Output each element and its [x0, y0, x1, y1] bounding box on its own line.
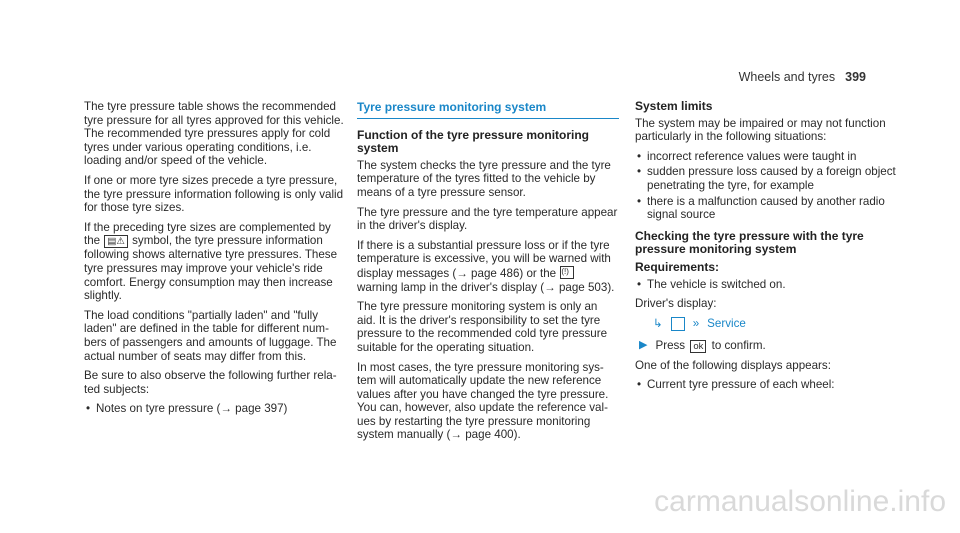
related-list [84, 402, 346, 416]
paragraph: The tyre pressure table shows the recommended tyre pressure for all tyres approved for this vehicle. The recommended tyre pressures apply for cold tyres under various operating conditions, i.e. loading and/or speed of the vehicle. [84, 100, 344, 168]
paragraph: In most cases, the tyre pressure monitoring system will automatically update the new reference values after you have changed the tyre pressure. You can, however, also update the reference values by restarting the tyre pressure monitoring system manually (→ page 400). [357, 360, 609, 442]
chevron-right-icon: » [692, 316, 700, 330]
paragraph: The load conditions "partially laden" and "fully laden" are defined in the table for different numbers of passengers and amounts of luggage. The actual number of seats may differ from this. [84, 308, 337, 363]
requirements-label: Requirements: [635, 259, 720, 274]
list-item: • there is a malfunction caused by another radio signal source [635, 195, 897, 222]
menu-path [653, 317, 897, 331]
subheading: Checking the tyre pressure with the tyre pressure monitoring system [635, 228, 864, 257]
section-heading: Tyre pressure monitoring system [357, 101, 619, 119]
tyre-load-icon: ▤⚠ [104, 235, 128, 248]
list-item[interactable]: • Notes on tyre pressure (→ page 397) [84, 402, 346, 416]
subheading: Function of the tyre pressure monitoring system [357, 127, 590, 156]
paragraph: One of the following displays appears: [635, 358, 831, 372]
section-title: Wheels and tyres [738, 70, 836, 84]
action-step: ▶ Press ok to confirm. [639, 338, 766, 352]
paragraph: The system checks the tyre pressure and the tyre temperature of the tyres fitted to the vehicle by means of a tyre pressure sensor. [357, 158, 611, 199]
list-item: • incorrect reference values were taught in [635, 150, 897, 164]
menu-item-service[interactable]: Service [707, 316, 746, 330]
ok-key[interactable]: ok [690, 340, 706, 353]
limits-list [635, 150, 897, 222]
list-item: • sudden pressure loss caused by a foreign object penetrating the tyre, for example [635, 165, 897, 192]
paragraph: If one or more tyre sizes precede a tyre pressure, the tyre pressure information following is only valid for those tyre sizes. [84, 173, 344, 215]
page-header [739, 70, 866, 84]
return-arrow-icon: ↳ [653, 316, 663, 330]
column-middle [357, 100, 619, 448]
display-label: Driver's display: [635, 297, 717, 311]
paragraph: Be sure to also observe the following further related subjects: [84, 369, 337, 396]
subheading: System limits [635, 99, 713, 113]
paragraph: If there is a substantial pressure loss or if the tyre temperature is excessive, you will be warned with display messages (→ page 486) or the (!) warning lamp in the driver's display (→ page 503). [357, 239, 619, 294]
tpms-warning-icon [560, 266, 574, 279]
watermark: carmanualsonline.info [654, 485, 946, 518]
column-left [84, 100, 346, 422]
action-arrow-icon: ▶ [639, 338, 648, 351]
column-right [635, 100, 897, 398]
list-item: • Current tyre pressure of each wheel: [635, 378, 897, 392]
list-item: • The vehicle is switched on. [635, 278, 897, 292]
home-icon[interactable] [671, 317, 685, 331]
paragraph: The tyre pressure monitoring system is only an aid. It is the driver's responsibility to set the tyre pressure to the recommended cold tyre pressure suitable for the operating situation. [357, 300, 608, 354]
display-list [635, 378, 897, 392]
paragraph: The tyre pressure and the tyre temperature appear in the driver's display. [357, 205, 618, 233]
page-number: 399 [845, 70, 866, 84]
paragraph: The system may be impaired or may not function particularly in the following situations: [635, 116, 886, 144]
requirements-list [635, 278, 897, 292]
paragraph: If the preceding tyre sizes are complemented by the ▤⚠ symbol, the tyre pressure information following shows alternative tyre pressures. These tyre pressures may improve your vehicle's ride comfort. Energy consumption may then increase slightly. [84, 220, 338, 303]
